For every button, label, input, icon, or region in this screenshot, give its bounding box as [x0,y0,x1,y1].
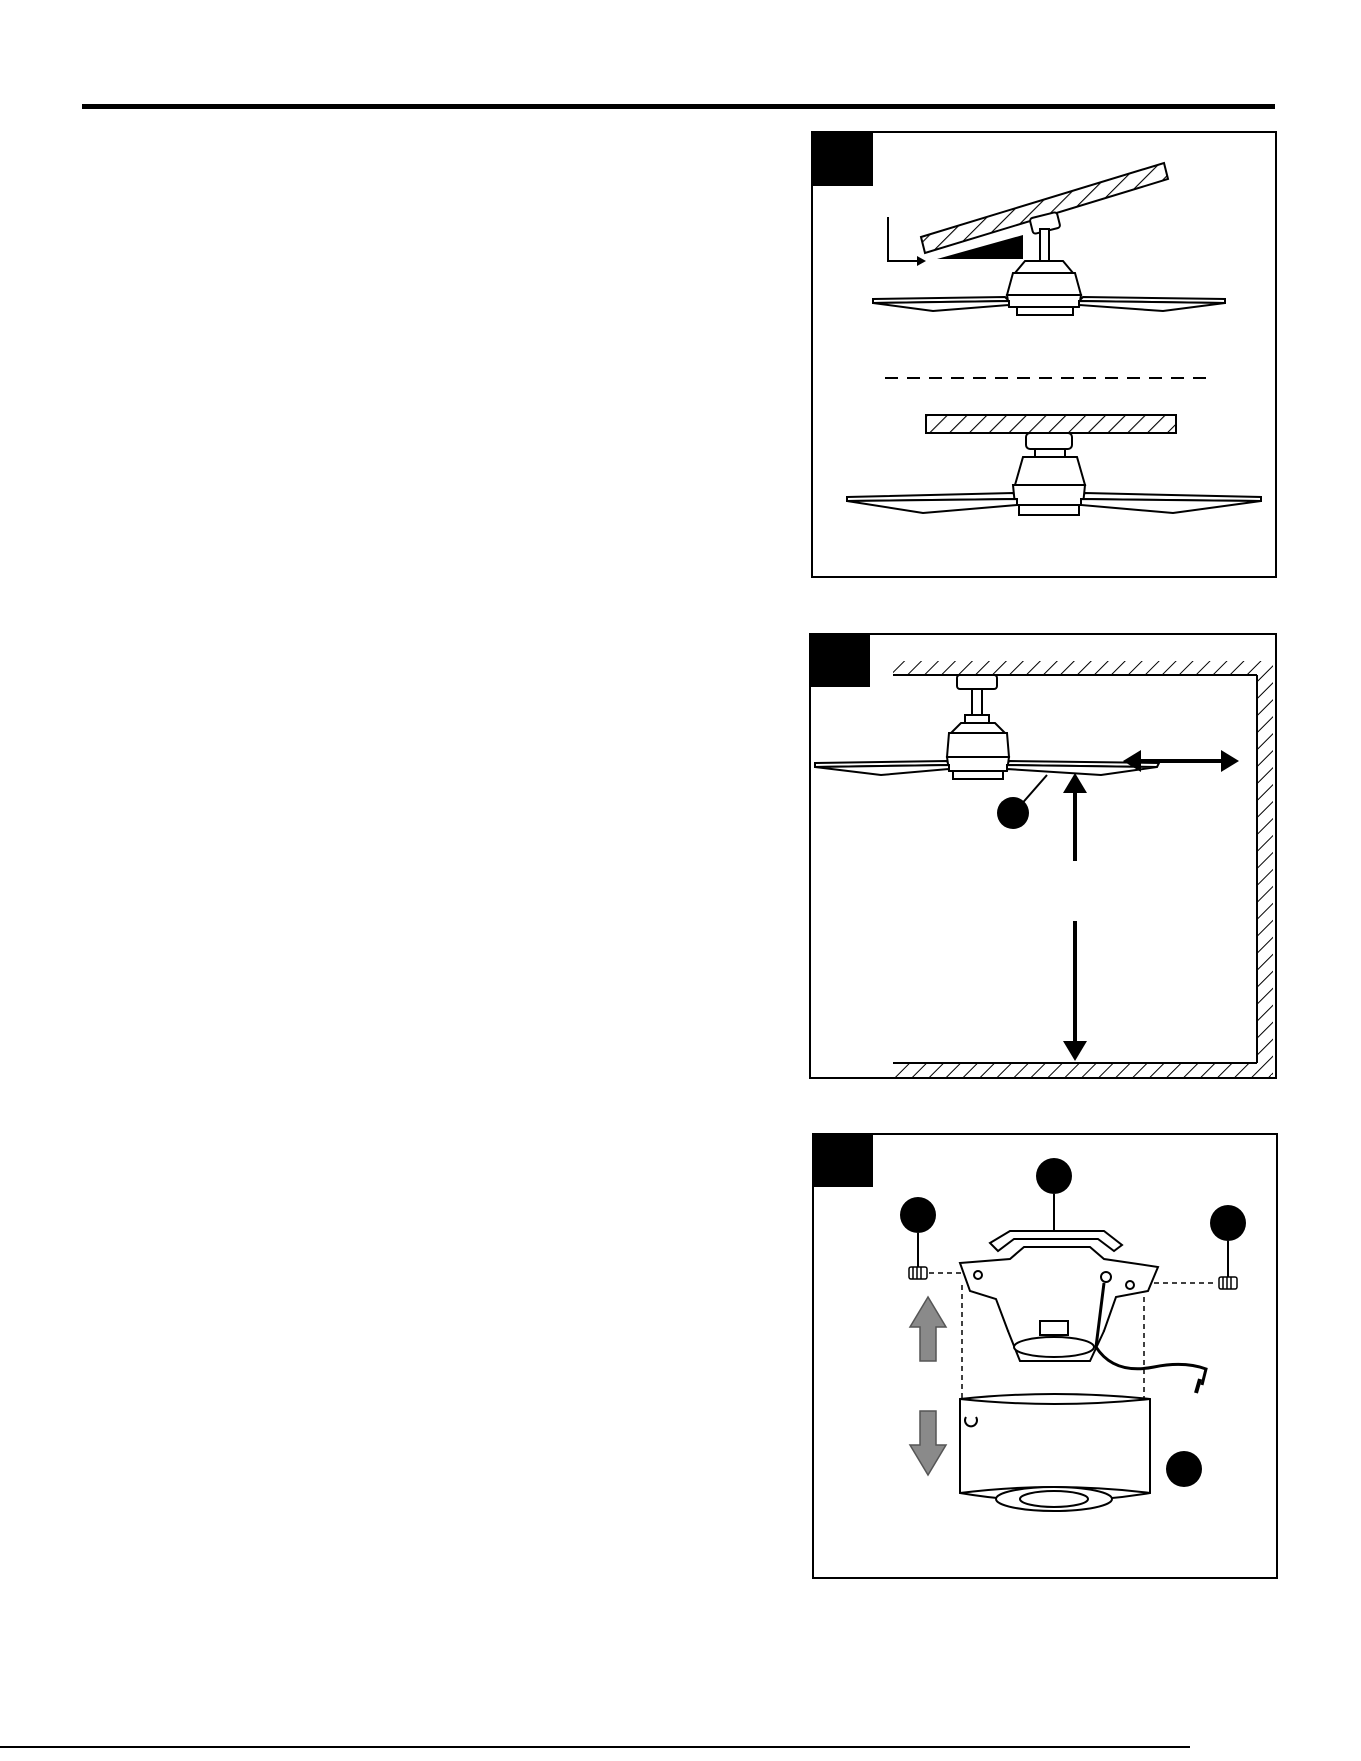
right-screw-callout-marker [1210,1205,1246,1241]
bracket-callout-marker [1036,1158,1072,1194]
blade-callout-marker [997,797,1029,829]
figure-1-drawing [813,133,1275,576]
right-screw [1219,1277,1237,1289]
fan-on-flat-ceiling [847,433,1261,515]
fan-on-sloped-ceiling [873,212,1225,315]
floor-clearance-arrow [1063,773,1087,1061]
wire-end [1196,1379,1200,1393]
figure-3-drawing [814,1135,1276,1577]
ceiling-fan [815,675,1159,779]
figure-2-drawing [811,635,1275,1077]
down-arrow [910,1411,946,1475]
flat-ceiling [926,415,1176,433]
figure-2-panel [809,633,1277,1079]
up-arrow [910,1297,946,1361]
slope-angle-indicator [888,217,926,266]
header-rule [82,104,1275,109]
left-screw [909,1267,927,1279]
wall-clearance-arrow [1123,750,1239,772]
footer-rule [0,1746,1190,1748]
housing-callout-marker [1166,1451,1202,1487]
mounting-bracket [960,1231,1158,1361]
figure-3-panel [812,1133,1278,1579]
left-screw-callout-marker [900,1197,936,1233]
figure-1-panel [811,131,1277,578]
room-walls [893,661,1273,1077]
motor-housing [960,1394,1150,1511]
